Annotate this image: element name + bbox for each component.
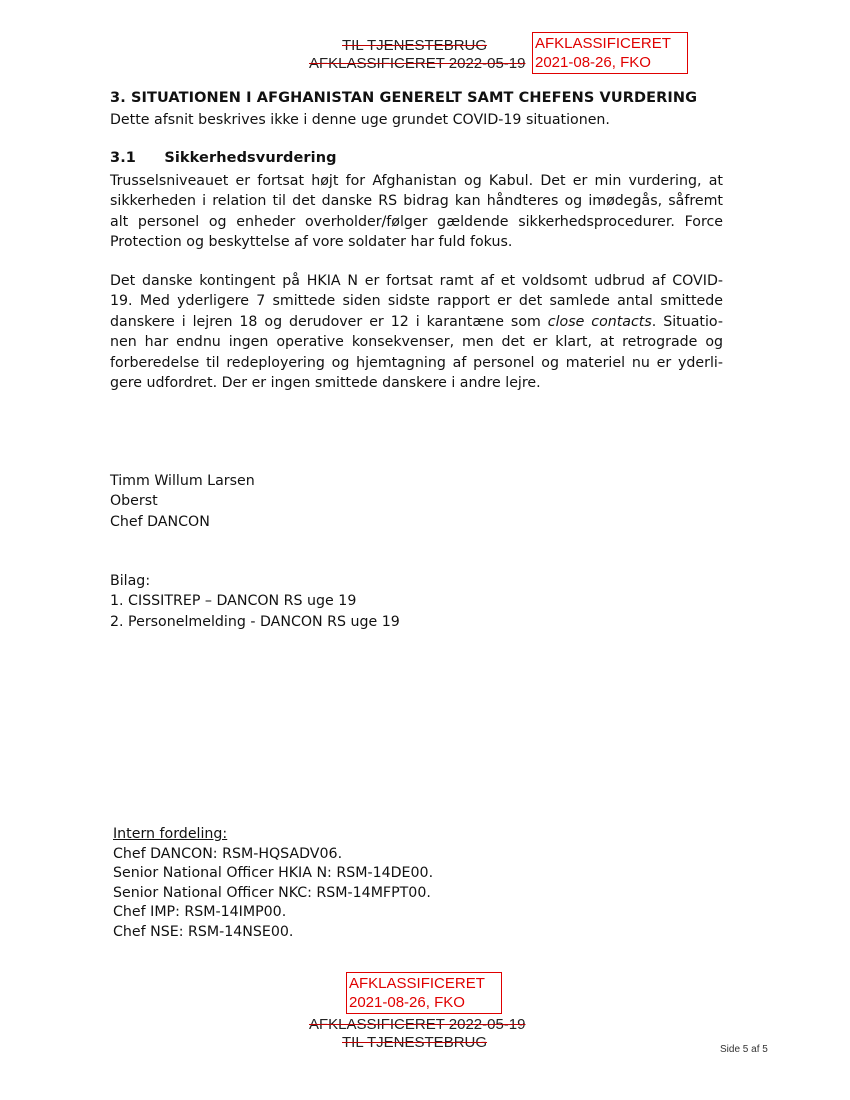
page-number: Side 5 af 5 bbox=[720, 1044, 768, 1055]
stamp-line-1: AFKLASSIFICERET bbox=[535, 35, 671, 52]
section-number: 3.1 bbox=[110, 150, 136, 166]
paragraph-line: sikkerheden i relation til det danske RS bidrag kan håndteres og imødegås, såfremt bbox=[110, 193, 723, 210]
section-title: Sikkerhedsvurdering bbox=[164, 150, 337, 166]
footer-declassification-date: AFKLASSIFICERET 2022-05-19 bbox=[309, 1016, 526, 1033]
paragraph-line: nen har endnu ingen operative konsekvenser, men det er klart, at retrograde og bbox=[110, 334, 723, 351]
line-text: . Situatio- bbox=[651, 313, 723, 330]
paragraph-covid-outbreak bbox=[110, 271, 723, 393]
paragraph-line: Protection og beskyttelse af vore soldater har fuld fokus. bbox=[110, 234, 513, 251]
signatory-name: Timm Willum Larsen bbox=[110, 473, 255, 489]
attachment-item: 1. CISSITREP – DANCON RS uge 19 bbox=[110, 593, 357, 610]
section-3-1-heading bbox=[110, 150, 337, 166]
paragraph-security-assessment bbox=[110, 171, 723, 253]
footer-classification: TIL TJENESTEBRUG bbox=[342, 1034, 488, 1051]
paragraph-line: gere udfordret. Der er ingen smittede danskere i andre lejre. bbox=[110, 375, 541, 392]
distribution-item: Senior National Officer NKC: RSM-14MFPT00. bbox=[113, 884, 431, 901]
signatory-rank: Oberst bbox=[110, 493, 158, 510]
header-classification: TIL TJENESTEBRUG bbox=[342, 37, 488, 54]
distribution-item: Senior National Officer HKIA N: RSM-14DE00. bbox=[113, 865, 434, 882]
paragraph-line: forberedelse til redeployering og hjemtagning af personel og materiel nu er yderli- bbox=[110, 354, 723, 371]
paragraph-line: 19. Med yderligere 7 smittede siden sidste rapport er det samlede antal smittede bbox=[110, 293, 723, 310]
emphasis-close-contacts: close contacts bbox=[547, 313, 652, 330]
header-declassification-stamp bbox=[532, 32, 688, 74]
stamp-line-2: 2021-08-26, FKO bbox=[349, 994, 465, 1011]
paragraph-line: alt personel og enheder overholder/følger gældende sikkerhedsprocedurer. Force bbox=[110, 213, 723, 230]
attachments-block bbox=[110, 571, 400, 632]
distribution-item: Chef DANCON: RSM-HQSADV06. bbox=[113, 845, 343, 862]
header-declassification-date: AFKLASSIFICERET 2022-05-19 bbox=[309, 55, 526, 72]
paragraph-line: Trusselsniveauet er fortsat højt for Afghanistan og Kabul. Det er min vurdering, at bbox=[110, 173, 723, 189]
distribution-item: Chef NSE: RSM-14NSE00. bbox=[113, 923, 294, 940]
distribution-label: Intern fordeling: bbox=[113, 826, 228, 842]
paragraph-line bbox=[110, 312, 723, 332]
signatory-title: Chef DANCON bbox=[110, 513, 210, 530]
section-3-intro: Dette afsnit beskrives ikke i denne uge grundet COVID-19 situationen. bbox=[110, 112, 610, 128]
distribution-block bbox=[113, 825, 433, 943]
stamp-line-2: 2021-08-26, FKO bbox=[535, 54, 651, 71]
paragraph-line: Det danske kontingent på HKIA N er fortsat ramt af et voldsomt udbrud af COVID- bbox=[110, 273, 723, 289]
distribution-item: Chef IMP: RSM-14IMP00. bbox=[113, 904, 287, 921]
line-text: danskere i lejren 18 og derudover er 12 i karantæne som bbox=[110, 313, 548, 330]
attachments-label: Bilag: bbox=[110, 573, 151, 589]
section-3-heading: 3. SITUATIONEN I AFGHANISTAN GENERELT SAMT CHEFENS VURDERING bbox=[110, 90, 698, 106]
attachment-item: 2. Personelmelding - DANCON RS uge 19 bbox=[110, 613, 400, 630]
stamp-line-1: AFKLASSIFICERET bbox=[349, 975, 485, 992]
footer-declassification-stamp bbox=[346, 972, 502, 1014]
signature-block bbox=[110, 471, 255, 532]
